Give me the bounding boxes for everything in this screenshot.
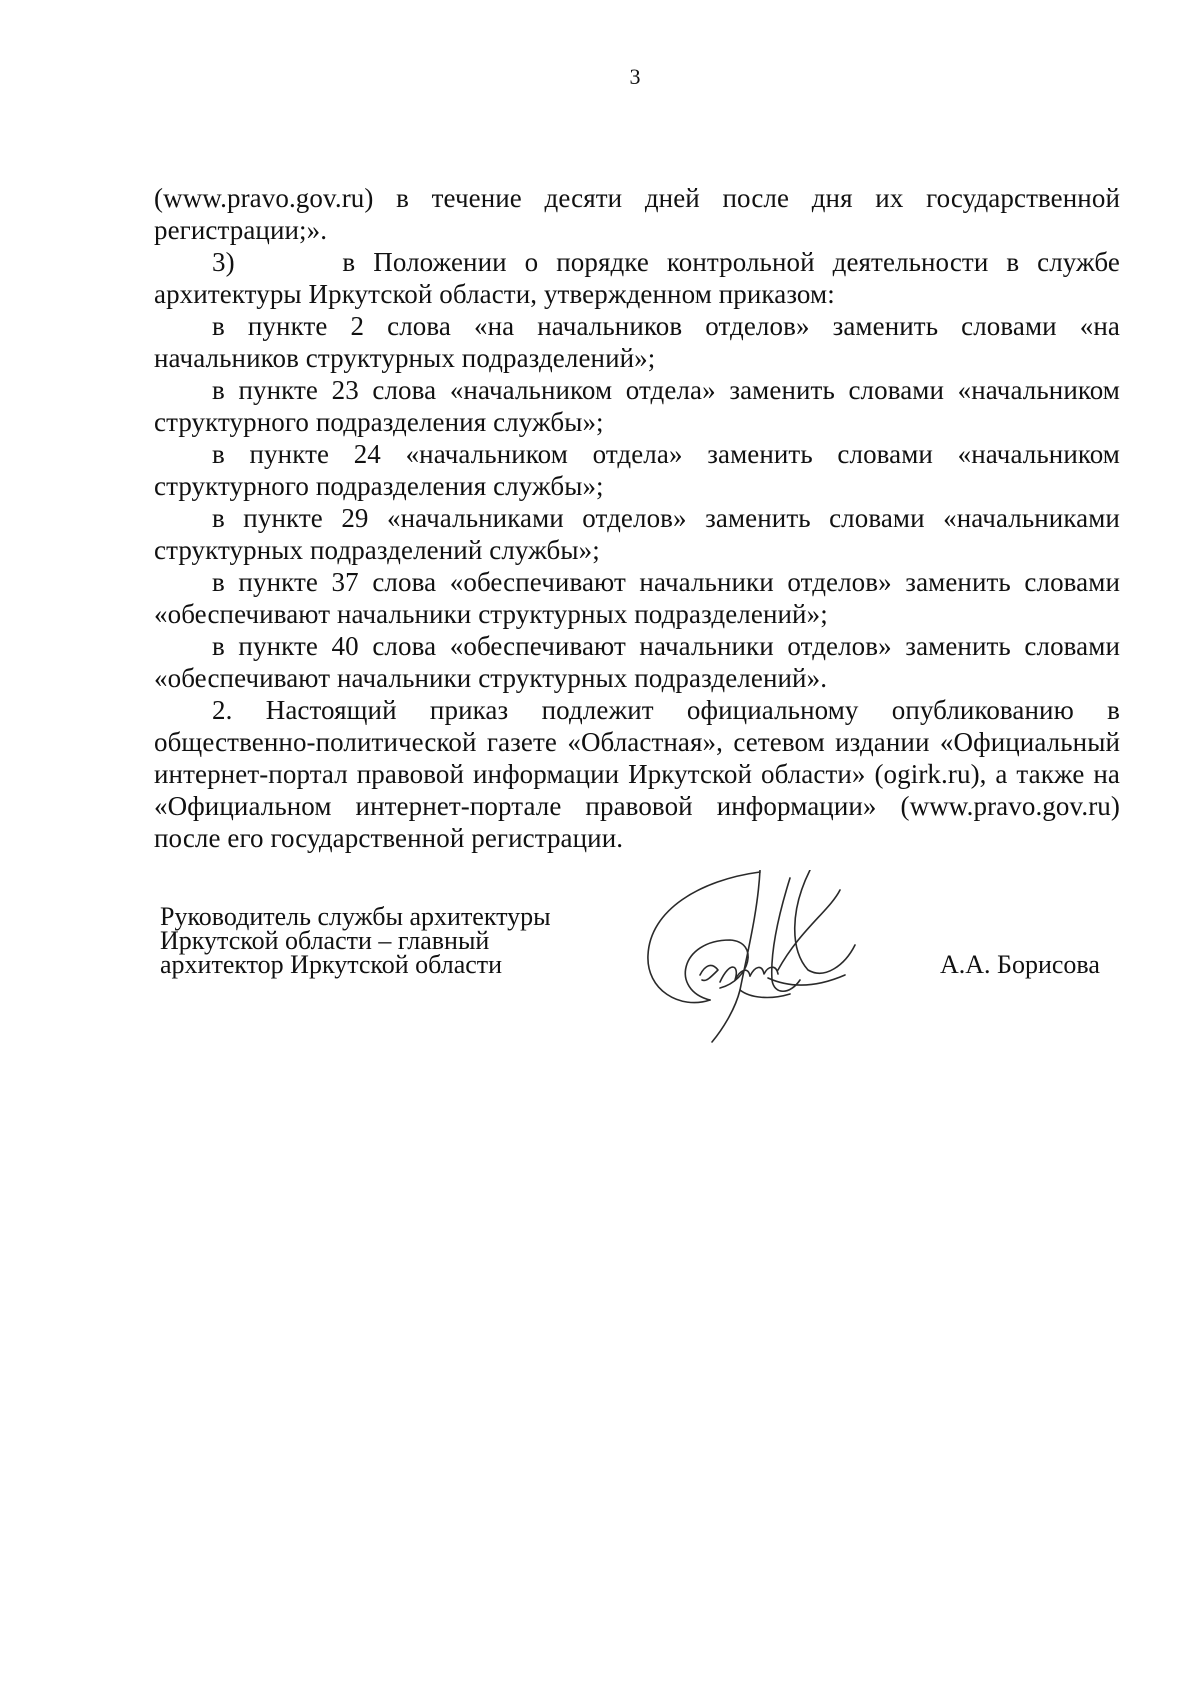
signatory-title-line: Руководитель службы архитектуры	[160, 902, 551, 931]
paragraph-clause-29: в пункте 29 «начальниками отделов» заменить словами «начальниками структурных подразделений службы»;	[154, 503, 1120, 565]
handwritten-signature	[640, 870, 870, 1045]
signatory-title-line: Иркутской области – главный	[160, 926, 490, 955]
signatory-name: А.А. Борисова	[940, 950, 1100, 979]
signatory-title	[160, 902, 551, 979]
paragraph-clause-2: в пункте 2 слова «на начальников отделов» заменить словами «на начальников структурных подразделений»;	[154, 311, 1120, 373]
page-number: 3	[629, 64, 641, 89]
paragraph-continuation: (www.pravo.gov.ru) в течение десяти дней после дня их государственной регистрации;».	[154, 183, 1120, 245]
paragraph-publication: 2. Настоящий приказ подлежит официальному опубликованию в общественно-политической газете «Областная», сетевом издании «Официальный интернет-портал правовой информации Иркутской области» (ogirk.ru), а также на «Официальном интернет-портале правовой информации» (www.pravo.gov.ru) после его государственной регистрации.	[154, 695, 1120, 853]
paragraph-clause-24: в пункте 24 «начальником отдела» заменить словами «начальником структурного подразделения службы»;	[154, 439, 1120, 501]
paragraph-clause-37: в пункте 37 слова «обеспечивают начальники отделов» заменить словами «обеспечивают начальники структурных подразделений»;	[154, 567, 1120, 629]
document-body	[154, 182, 1120, 854]
paragraph-clause-40: в пункте 40 слова «обеспечивают начальники отделов» заменить словами «обеспечивают начальники структурных подразделений».	[154, 631, 1120, 693]
paragraph-item-3: 3) в Положении о порядке контрольной деятельности в службе архитектуры Иркутской области, утвержденном приказом:	[154, 247, 1120, 309]
signatory-title-line: архитектор Иркутской области	[160, 950, 503, 979]
paragraph-clause-23: в пункте 23 слова «начальником отдела» заменить словами «начальником структурного подразделения службы»;	[154, 375, 1120, 437]
